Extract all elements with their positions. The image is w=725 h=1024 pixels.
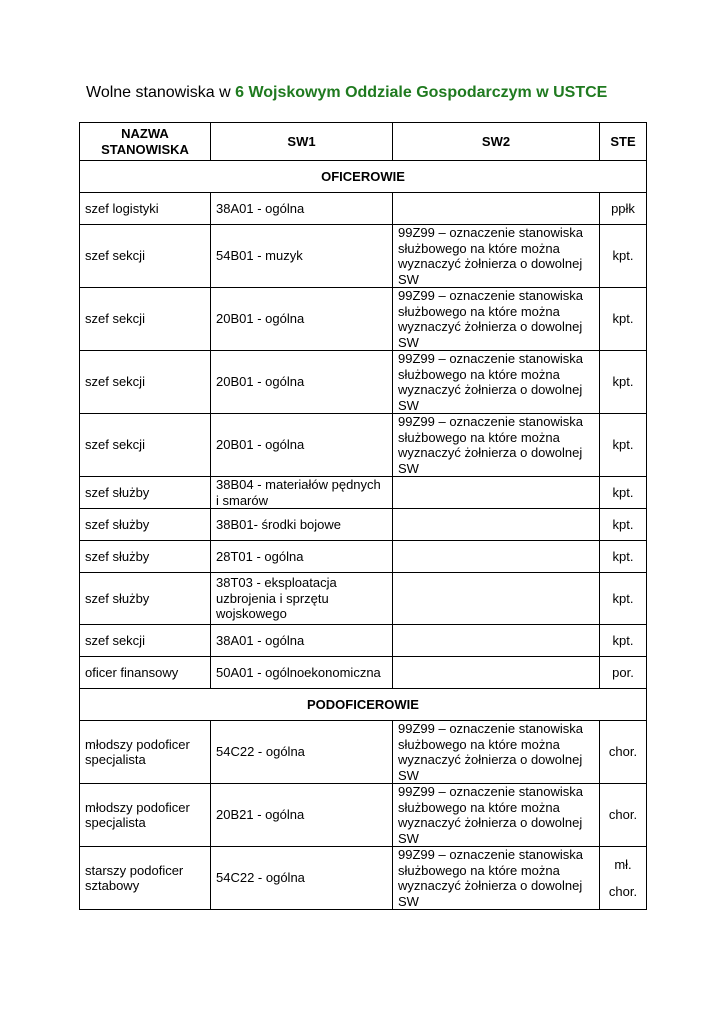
section-row-podoficerowie <box>80 689 647 721</box>
cell-ste-bottom: chor. <box>608 883 638 899</box>
cell-ste-top: mł. <box>614 857 632 872</box>
cell-sw2 <box>393 477 600 509</box>
cell-sw2: 99Z99 – oznaczenie stanowiska służbowego na które można wyznaczyć żołnierza o dowolnej SW <box>393 225 600 288</box>
page-title <box>86 84 607 102</box>
cell-ste: kpt. <box>600 225 647 288</box>
cell-ste: kpt. <box>600 477 647 509</box>
cell-sw2: 99Z99 – oznaczenie stanowiska służbowego na które można wyznaczyć żołnierza o dowolnej SW <box>393 351 600 414</box>
cell-name: szef służby <box>80 541 211 573</box>
cell-name: młodszy podoficer specjalista <box>80 784 211 847</box>
cell-sw2 <box>393 625 600 657</box>
cell-ste: chor. <box>600 784 647 847</box>
positions-table <box>79 122 647 910</box>
table-row <box>80 721 647 784</box>
cell-ste: por. <box>600 657 647 689</box>
cell-name: szef sekcji <box>80 225 211 288</box>
table-row <box>80 288 647 351</box>
cell-name: oficer finansowy <box>80 657 211 689</box>
table-row <box>80 573 647 625</box>
cell-sw1: 38B01- środki bojowe <box>211 509 393 541</box>
cell-ste: kpt. <box>600 351 647 414</box>
column-header-ste: STE <box>600 123 647 161</box>
table-row <box>80 625 647 657</box>
table-row <box>80 847 647 910</box>
cell-sw1: 20B01 - ogólna <box>211 288 393 351</box>
section-title: OFICEROWIE <box>80 161 647 193</box>
title-unit-name: 6 Wojskowym Oddziale Gospodarczym w USTCE <box>235 84 608 101</box>
table-row <box>80 477 647 509</box>
table-row <box>80 414 647 477</box>
cell-name: szef logistyki <box>80 193 211 225</box>
cell-ste: kpt. <box>600 573 647 625</box>
cell-ste: kpt. <box>600 414 647 477</box>
cell-name: szef sekcji <box>80 288 211 351</box>
cell-sw2 <box>393 657 600 689</box>
cell-sw1: 20B01 - ogólna <box>211 351 393 414</box>
cell-name: młodszy podoficer specjalista <box>80 721 211 784</box>
cell-name: szef służby <box>80 509 211 541</box>
column-header-sw2: SW2 <box>393 123 600 161</box>
cell-name: starszy podoficer sztabowy <box>80 847 211 910</box>
cell-sw1: 54C22 - ogólna <box>211 847 393 910</box>
section-title: PODOFICEROWIE <box>80 689 647 721</box>
cell-sw2 <box>393 541 600 573</box>
cell-sw2 <box>393 509 600 541</box>
cell-sw1: 20B01 - ogólna <box>211 414 393 477</box>
cell-sw2: 99Z99 – oznaczenie stanowiska służbowego na które można wyznaczyć żołnierza o dowolnej SW <box>393 721 600 784</box>
cell-sw1: 38T03 - eksploatacja uzbrojenia i sprzętu wojskowego <box>211 573 393 625</box>
cell-name: szef sekcji <box>80 414 211 477</box>
cell-sw2 <box>393 573 600 625</box>
cell-ste: kpt. <box>600 541 647 573</box>
cell-name: szef służby <box>80 477 211 509</box>
table-row <box>80 509 647 541</box>
table-header-row <box>80 123 647 161</box>
cell-ste: kpt. <box>600 509 647 541</box>
cell-sw1: 50A01 - ogólnoekonomiczna <box>211 657 393 689</box>
cell-sw1: 38A01 - ogólna <box>211 193 393 225</box>
section-row-oficerowie <box>80 161 647 193</box>
cell-name: szef sekcji <box>80 625 211 657</box>
cell-ste: chor. <box>600 721 647 784</box>
cell-ste: ppłk <box>600 193 647 225</box>
cell-name: szef sekcji <box>80 351 211 414</box>
table-row <box>80 225 647 288</box>
cell-sw1: 20B21 - ogólna <box>211 784 393 847</box>
table-row <box>80 193 647 225</box>
cell-sw2 <box>393 193 600 225</box>
column-header-nazwa: NAZWA STANOWISKA <box>80 123 211 161</box>
cell-ste: kpt. <box>600 288 647 351</box>
cell-sw2: 99Z99 – oznaczenie stanowiska służbowego na które można wyznaczyć żołnierza o dowolnej SW <box>393 784 600 847</box>
title-prefix: Wolne stanowiska w <box>86 84 236 101</box>
cell-ste <box>600 847 647 910</box>
table-row <box>80 784 647 847</box>
cell-sw2: 99Z99 – oznaczenie stanowiska służbowego na które można wyznaczyć żołnierza o dowolnej SW <box>393 288 600 351</box>
cell-ste: kpt. <box>600 625 647 657</box>
cell-sw1: 54C22 - ogólna <box>211 721 393 784</box>
column-header-sw1: SW1 <box>211 123 393 161</box>
cell-sw1: 28T01 - ogólna <box>211 541 393 573</box>
cell-sw1: 38A01 - ogólna <box>211 625 393 657</box>
cell-name: szef służby <box>80 573 211 625</box>
cell-sw2: 99Z99 – oznaczenie stanowiska służbowego na które można wyznaczyć żołnierza o dowolnej SW <box>393 847 600 910</box>
cell-sw2: 99Z99 – oznaczenie stanowiska służbowego na które można wyznaczyć żołnierza o dowolnej SW <box>393 414 600 477</box>
cell-sw1: 38B04 - materiałów pędnych i smarów <box>211 477 393 509</box>
table-row <box>80 541 647 573</box>
table-row <box>80 351 647 414</box>
table-row <box>80 657 647 689</box>
cell-sw1: 54B01 - muzyk <box>211 225 393 288</box>
